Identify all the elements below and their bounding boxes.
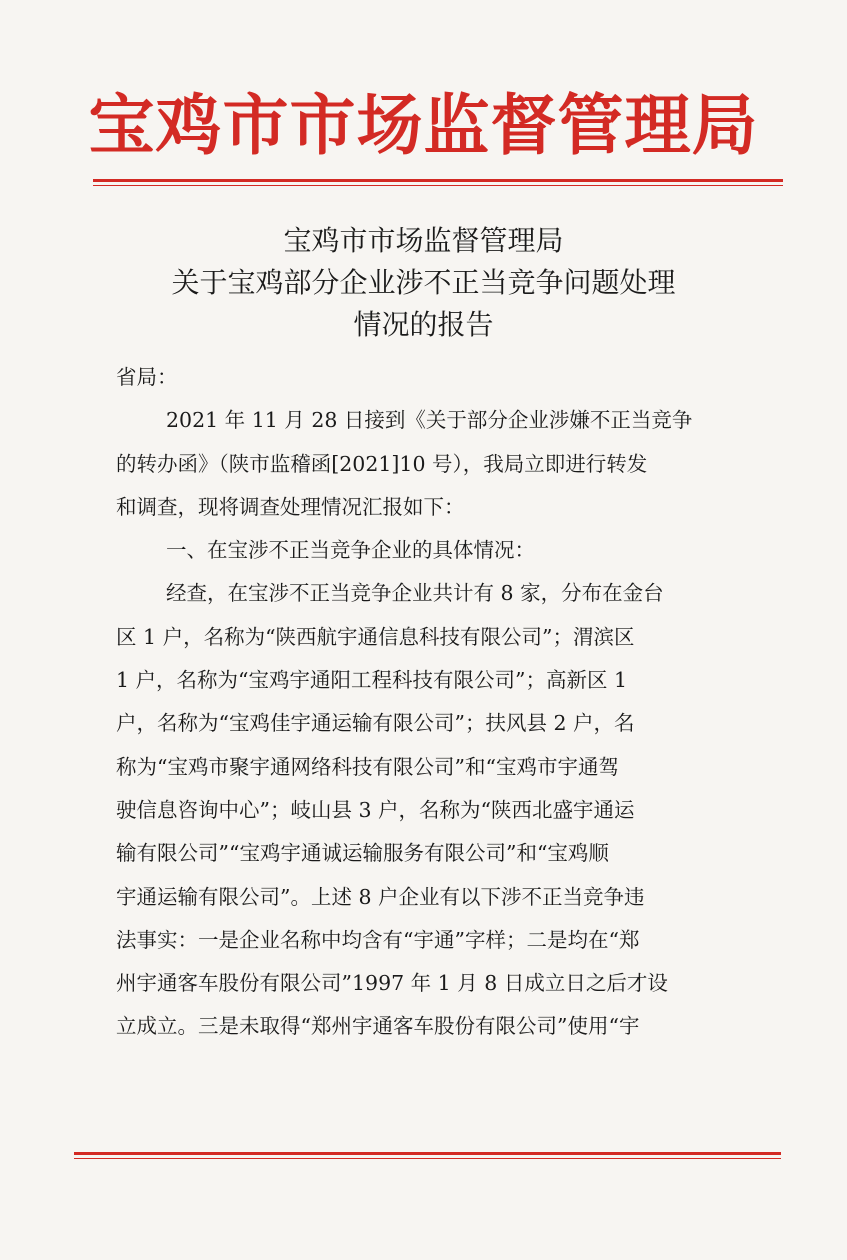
report-title: [0, 220, 847, 346]
body-line: 输有限公司”“宝鸡宇通诚运输服务有限公司”和“宝鸡顺: [116, 841, 609, 866]
report-title-line-1: 宝鸡市市场监督管理局: [283, 224, 564, 257]
footer-rule-thin: [74, 1158, 781, 1159]
body-line: 法事实：一是企业名称中均含有“宇通”字样；二是均在“郑: [116, 927, 640, 952]
report-title-line-3: 情况的报告: [353, 308, 494, 341]
body-line: 宇通运输有限公司”。上述 8 户企业有以下涉不正当竞争违: [116, 884, 645, 909]
body-line: 和调查，现将调查处理情况汇报如下：: [116, 494, 465, 519]
body-line: 称为“宝鸡市聚宇通网络科技有限公司”和“宝鸡市宇通驾: [116, 754, 619, 779]
body-line: 驶信息咨询中心”；岐山县 3 户，名称为“陕西北盛宇通运: [116, 797, 635, 822]
body-line: 经查，在宝涉不正当竞争企业共计有 8 家，分布在金台: [166, 581, 664, 606]
body-line: 户，名称为“宝鸡佳宇通运输有限公司”；扶风县 2 户，名: [116, 711, 635, 736]
report-title-line-2: 关于宝鸡部分企业涉不正当竞争问题处理: [171, 266, 676, 299]
body-line: 区 1 户，名称为“陕西航宇通信息科技有限公司”；渭滨区: [116, 624, 635, 649]
body-line: 州宇通客车股份有限公司”1997 年 1 月 8 日成立日之后才设: [116, 971, 668, 996]
salutation: 省局：: [116, 365, 178, 389]
body-line: 1 户，名称为“宝鸡宇通阳工程科技有限公司”；高新区 1: [116, 668, 628, 693]
report-body: [116, 356, 776, 1049]
footer-rule-thick: [74, 1152, 781, 1155]
body-line: 2021 年 11 月 28 日接到《关于部分企业涉嫌不正当竞争: [166, 408, 693, 433]
section-heading: 一、在宝涉不正当竞争企业的具体情况：: [166, 538, 535, 563]
body-line: 立成立。三是未取得“郑州宇通客车股份有限公司”使用“宇: [116, 1014, 640, 1039]
header-rule-thick: [93, 179, 783, 182]
header-rule-thin: [93, 185, 783, 186]
letterhead-title: 宝鸡市市场监督管理局: [88, 86, 759, 164]
body-line: 的转办函》（陕市监稽函[2021]10 号），我局立即进行转发: [116, 451, 648, 476]
